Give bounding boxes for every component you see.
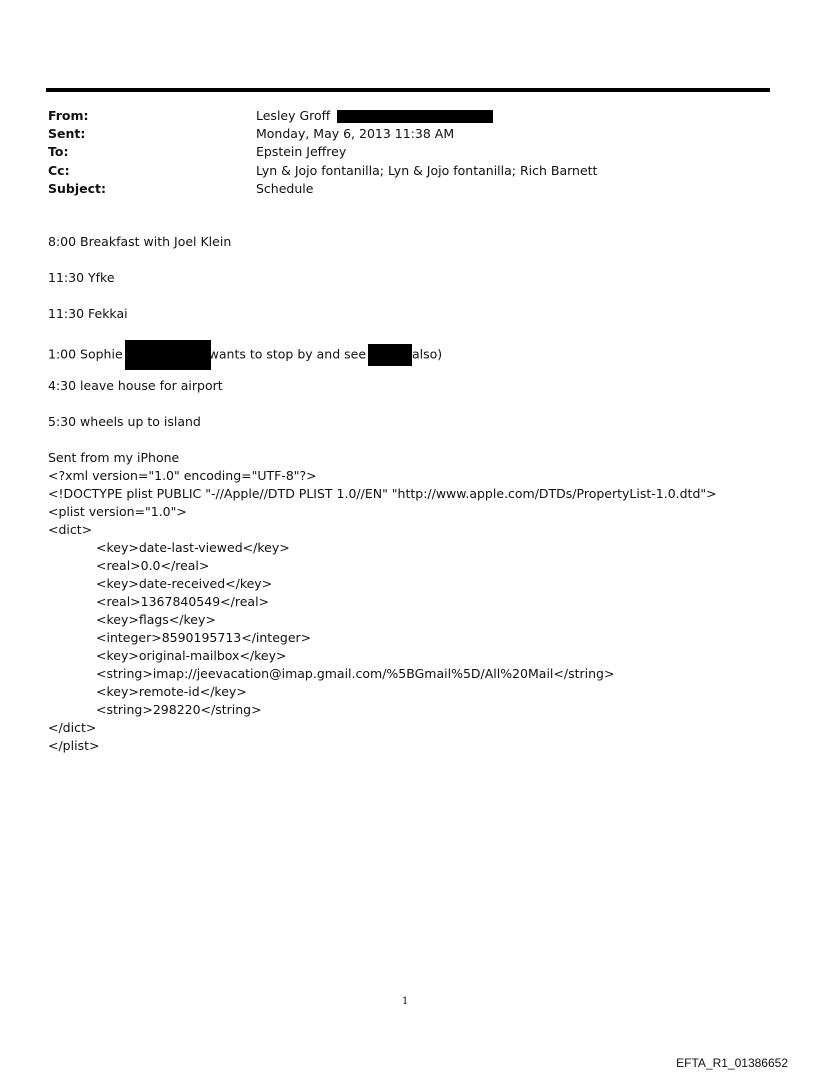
schedule-item-2: 11:30 Yfke bbox=[48, 270, 115, 285]
subject-value: Schedule bbox=[256, 180, 314, 196]
plist-line: <key>flags</key> bbox=[96, 612, 216, 627]
plist-line: <string>imap://jeevacation@imap.gmail.com/%5BGmail%5D/All%20Mail</string> bbox=[96, 666, 615, 681]
from-label: From: bbox=[48, 108, 89, 123]
plist-line: <dict> bbox=[48, 522, 93, 537]
plist-line: <!DOCTYPE plist PUBLIC "-//Apple//DTD PLIST 1.0//EN" "http://www.apple.com/DTDs/PropertyList-1.0.dtd"> bbox=[48, 486, 717, 501]
plist-line: <string>298220</string> bbox=[96, 702, 262, 717]
plist-line: <integer>8590195713</integer> bbox=[96, 630, 312, 645]
plist-line: <real>1367840549</real> bbox=[96, 594, 270, 609]
plist-line: </dict> bbox=[48, 720, 97, 735]
schedule-item-4-start: 1:00 Sophie bbox=[48, 346, 123, 362]
plist-line: <key>remote-id</key> bbox=[96, 684, 247, 699]
schedule-item-4 bbox=[48, 340, 442, 370]
plist-line: <real>0.0</real> bbox=[96, 558, 210, 573]
from-value bbox=[256, 108, 493, 123]
schedule-item-4-end: also) bbox=[412, 346, 443, 362]
to-value: Epstein Jeffrey bbox=[256, 144, 347, 160]
signature: Sent from my iPhone bbox=[48, 450, 180, 465]
from-name: Lesley Groff bbox=[256, 108, 331, 123]
schedule-item-6: 5:30 wheels up to island bbox=[48, 414, 201, 429]
redaction-box bbox=[125, 340, 211, 370]
cc-label: Cc: bbox=[48, 162, 70, 178]
plist-line: <key>date-last-viewed</key> bbox=[96, 540, 290, 555]
plist-line: <key>date-received</key> bbox=[96, 576, 273, 591]
schedule-item-3: 11:30 Fekkai bbox=[48, 306, 128, 321]
sent-label: Sent: bbox=[48, 126, 86, 142]
plist-line: <?xml version="1.0" encoding="UTF-8"?> bbox=[48, 468, 317, 483]
schedule-item-5: 4:30 leave house for airport bbox=[48, 378, 223, 393]
plist-line: <plist version="1.0"> bbox=[48, 504, 187, 519]
cc-value: Lyn & Jojo fontanilla; Lyn & Jojo fontanilla; Rich Barnett bbox=[256, 162, 598, 178]
subject-label: Subject: bbox=[48, 180, 106, 196]
header-divider bbox=[46, 88, 770, 92]
document-id: EFTA_R1_01386652 bbox=[676, 1056, 788, 1070]
redaction-box bbox=[337, 110, 493, 123]
redaction-box bbox=[368, 344, 412, 366]
plist-block bbox=[48, 450, 717, 756]
plist-line: </plist> bbox=[48, 738, 100, 753]
to-label: To: bbox=[48, 144, 69, 160]
schedule-item-4-mid: wants to stop by and see bbox=[208, 346, 367, 362]
sent-value: Monday, May 6, 2013 11:38 AM bbox=[256, 126, 455, 142]
page-number: 1 bbox=[402, 996, 409, 1007]
plist-line: <key>original-mailbox</key> bbox=[96, 648, 287, 663]
schedule-item-1: 8:00 Breakfast with Joel Klein bbox=[48, 234, 232, 249]
